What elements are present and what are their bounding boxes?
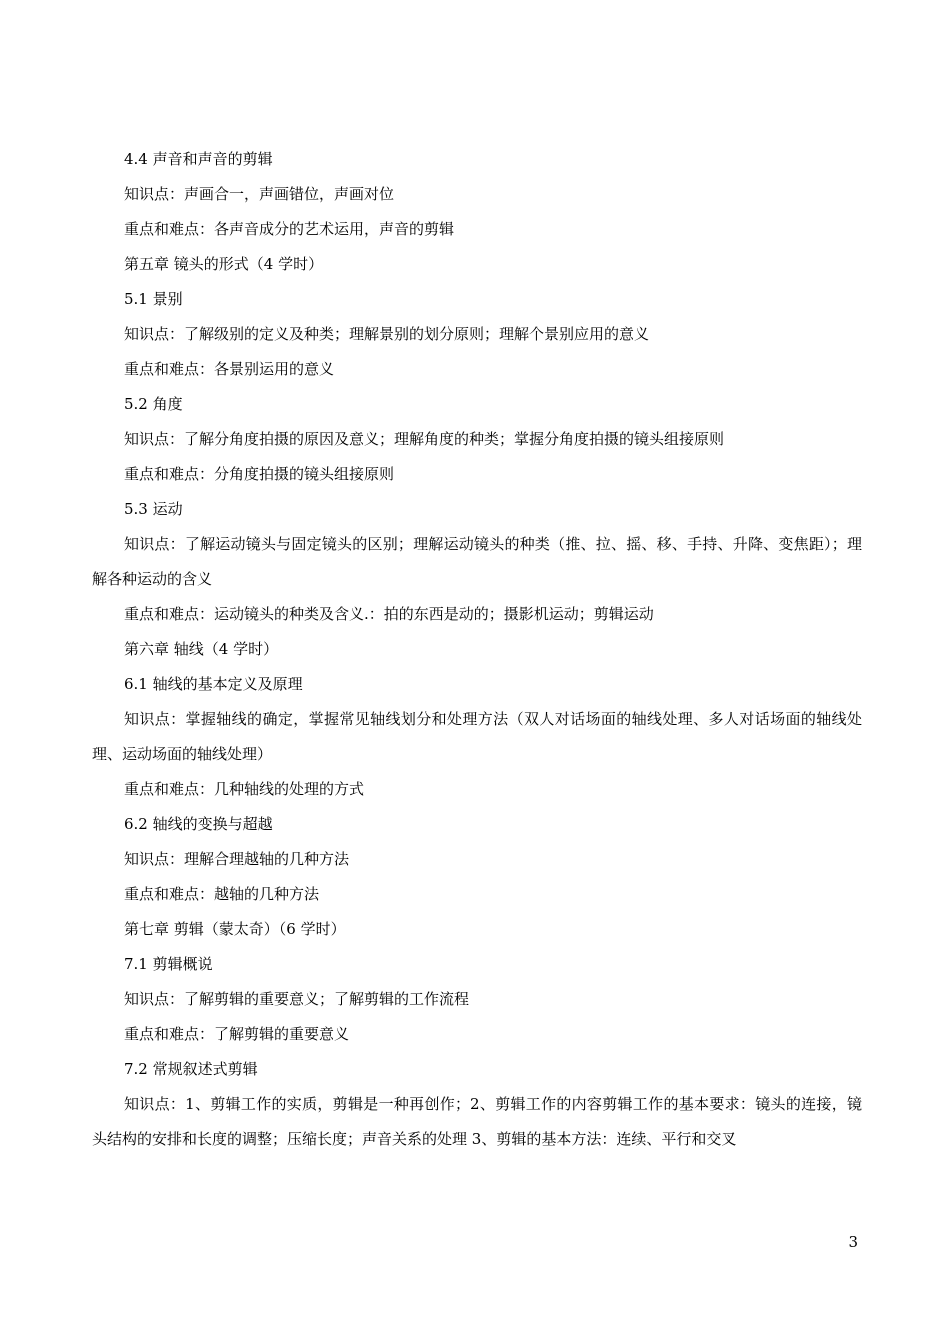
knowledge-points: 知识点：1、剪辑工作的实质，剪辑是一种再创作；2、剪辑工作的内容剪辑工作的基本要求：镜头的连接，镜头结构的安排和长度的调整；压缩长度；声音关系的处理 3、剪辑的基本方法：连续、平行和交叉 xyxy=(92,1095,862,1148)
key-points: 重点和难点：各景别运用的意义 xyxy=(124,360,335,378)
knowledge-points: 知识点：掌握轴线的确定，掌握常见轴线划分和处理方法（双人对话场面的轴线处理、多人对话场面的轴线处理、运动场面的轴线处理） xyxy=(92,710,862,763)
knowledge-points: 知识点：了解剪辑的重要意义；了解剪辑的工作流程 xyxy=(124,990,470,1008)
knowledge-points: 知识点：声画合一，声画错位，声画对位 xyxy=(124,185,395,203)
section-heading: 5.3 运动 xyxy=(124,500,183,518)
chapter-heading: 第五章 镜头的形式（4 学时） xyxy=(124,255,324,273)
section-heading: 5.2 角度 xyxy=(124,395,183,413)
chapter-heading: 第七章 剪辑（蒙太奇）（6 学时） xyxy=(124,920,346,938)
page-number: 3 xyxy=(848,1233,858,1251)
chapter-heading: 第六章 轴线（4 学时） xyxy=(124,640,279,658)
key-points: 重点和难点：运动镜头的种类及含义.：拍的东西是动的；摄影机运动；剪辑运动 xyxy=(124,605,654,623)
knowledge-points: 知识点：了解级别的定义及种类；理解景别的划分原则；理解个景别应用的意义 xyxy=(124,325,650,343)
section-heading: 4.4 声音和声音的剪辑 xyxy=(124,150,273,168)
section-heading: 7.2 常规叙述式剪辑 xyxy=(124,1060,258,1078)
section-heading: 5.1 景别 xyxy=(124,290,183,308)
knowledge-points: 知识点：了解运动镜头与固定镜头的区别；理解运动镜头的种类（推、拉、摇、移、手持、升降、变焦距）；理解各种运动的含义 xyxy=(92,535,862,588)
key-points: 重点和难点：了解剪辑的重要意义 xyxy=(124,1025,350,1043)
knowledge-points: 知识点：理解合理越轴的几种方法 xyxy=(124,850,350,868)
key-points: 重点和难点：越轴的几种方法 xyxy=(124,885,320,903)
key-points: 重点和难点：各声音成分的艺术运用，声音的剪辑 xyxy=(124,220,455,238)
section-heading: 6.2 轴线的变换与超越 xyxy=(124,815,273,833)
key-points: 重点和难点：分角度拍摄的镜头组接原则 xyxy=(124,465,395,483)
key-points: 重点和难点：几种轴线的处理的方式 xyxy=(124,780,365,798)
knowledge-points: 知识点：了解分角度拍摄的原因及意义；理解角度的种类；掌握分角度拍摄的镜头组接原则 xyxy=(124,430,725,448)
document-body xyxy=(92,142,862,1157)
section-heading: 7.1 剪辑概说 xyxy=(124,955,213,973)
section-heading: 6.1 轴线的基本定义及原理 xyxy=(124,675,303,693)
